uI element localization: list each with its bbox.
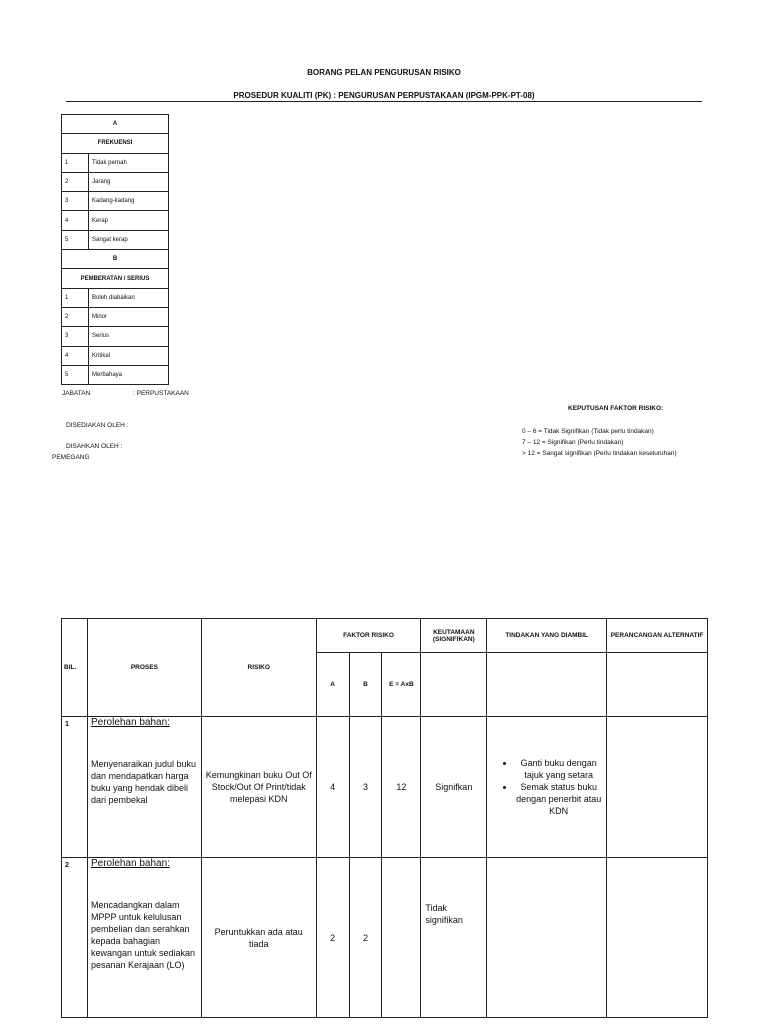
row-bil: 1 [62, 717, 88, 858]
tindakan-item: • Ganti buku dengan tajuk yang setara [515, 757, 602, 781]
header-b: B [349, 653, 382, 717]
proses-text: Menyenaraikan judul buku dan mendapatkan harga buku yang hendak dibeli dari pembekal [90, 759, 197, 805]
keputusan-title: KEPUTUSAN FAKTOR RISIKO: [568, 405, 664, 412]
keputusan-item: 0 – 6 = Tidak Signifikan (Tidak perlu tindakan) [522, 428, 654, 435]
row-bil: 2 [62, 858, 88, 1018]
keputusan-item: 7 – 12 = Signifikan (Perlu tindakan) [522, 439, 624, 446]
proses-title: Perolehan bahan: [90, 717, 170, 728]
legend-a-heading: FREKUENSI [62, 134, 169, 153]
legend-row: 4 Kerap [62, 211, 169, 230]
header-e: E = AxB [382, 653, 421, 717]
jabatan-value: : PERPUSTAKAAN [133, 390, 189, 397]
header-divider [66, 101, 702, 102]
legend-row: 2 Jarang [62, 172, 169, 191]
legend-row: 5 Merbahaya [62, 365, 169, 384]
legend-row: 1 Tidak pernah [62, 153, 169, 172]
table-row [62, 858, 708, 1018]
risk-table [61, 618, 708, 1018]
proses-text: Mencadangkan dalam MPPP untuk kelulusan pembelian dan serahkan kepada bahagian kewangan untuk sediakan pesanan Kerajaan (LO) [90, 900, 196, 970]
header-perancangan: PERANCANGAN ALTERNATIF [607, 619, 708, 653]
legend-row: 4 Kritikal [62, 346, 169, 365]
header-faktor: FAKTOR RISIKO [316, 619, 421, 653]
keutamaan-text: Signifkan [421, 717, 487, 858]
value-e: 12 [382, 717, 421, 858]
disahkan-label: DISAHKAN OLEH : [66, 443, 123, 450]
value-a: 4 [316, 717, 349, 858]
legend-table [61, 114, 169, 385]
disediakan-label: DISEDIAKAN OLEH : [66, 422, 129, 429]
legend-row: 1 Boleh diabaikan [62, 288, 169, 307]
value-e [382, 858, 421, 1018]
risiko-text: Peruntukkan ada atau tiada [201, 858, 316, 1018]
header-tindakan: TINDAKAN YANG DIAMBIL [487, 619, 607, 653]
risiko-text: Kemungkinan buku Out Of Stock/Out Of Print/tidak melepasi KDN [201, 717, 316, 858]
header-risiko: RISIKO [201, 619, 316, 717]
legend-row: 3 Kadang-kadang [62, 192, 169, 211]
form-subtitle: PROSEDUR KUALITI (PK) : PENGURUSAN PERPUSTAKAAN (IPGM-PPK-PT-08) [233, 91, 535, 100]
pemegang-label: PEMEGANG [52, 454, 90, 461]
keputusan-item: > 12 = Sangat signifikan (Perlu tindakan keseluruhan) [522, 450, 677, 457]
keutamaan-text: Tidak signifikan [421, 858, 487, 1018]
legend-b-heading: PEMBERATAN / SERIUS [62, 269, 169, 288]
tindakan-item: • Semak status buku dengan penerbit atau KDN [515, 781, 602, 817]
keputusan-list [522, 426, 677, 459]
legend-a-label: A [62, 115, 169, 134]
header-a: A [316, 653, 349, 717]
tindakan-list [491, 757, 602, 817]
header-keutamaan: KEUTAMAAN (SIGNIFIKAN) [421, 619, 487, 653]
proses-title: Perolehan bahan: [90, 858, 170, 869]
header-proses: PROSES [87, 619, 201, 717]
legend-row: 2 Minor [62, 307, 169, 326]
legend-row: 3 Serius [62, 327, 169, 346]
header-bil: BIL. [62, 619, 88, 717]
value-b: 3 [349, 717, 382, 858]
legend-row: 5 Sangat kerap [62, 230, 169, 249]
form-title: BORANG PELAN PENGURUSAN RISIKO [307, 68, 461, 77]
legend-b-label: B [62, 250, 169, 269]
value-b: 2 [349, 858, 382, 1018]
jabatan-label: JABATAN [62, 390, 91, 397]
table-row [62, 717, 708, 858]
value-a: 2 [316, 858, 349, 1018]
